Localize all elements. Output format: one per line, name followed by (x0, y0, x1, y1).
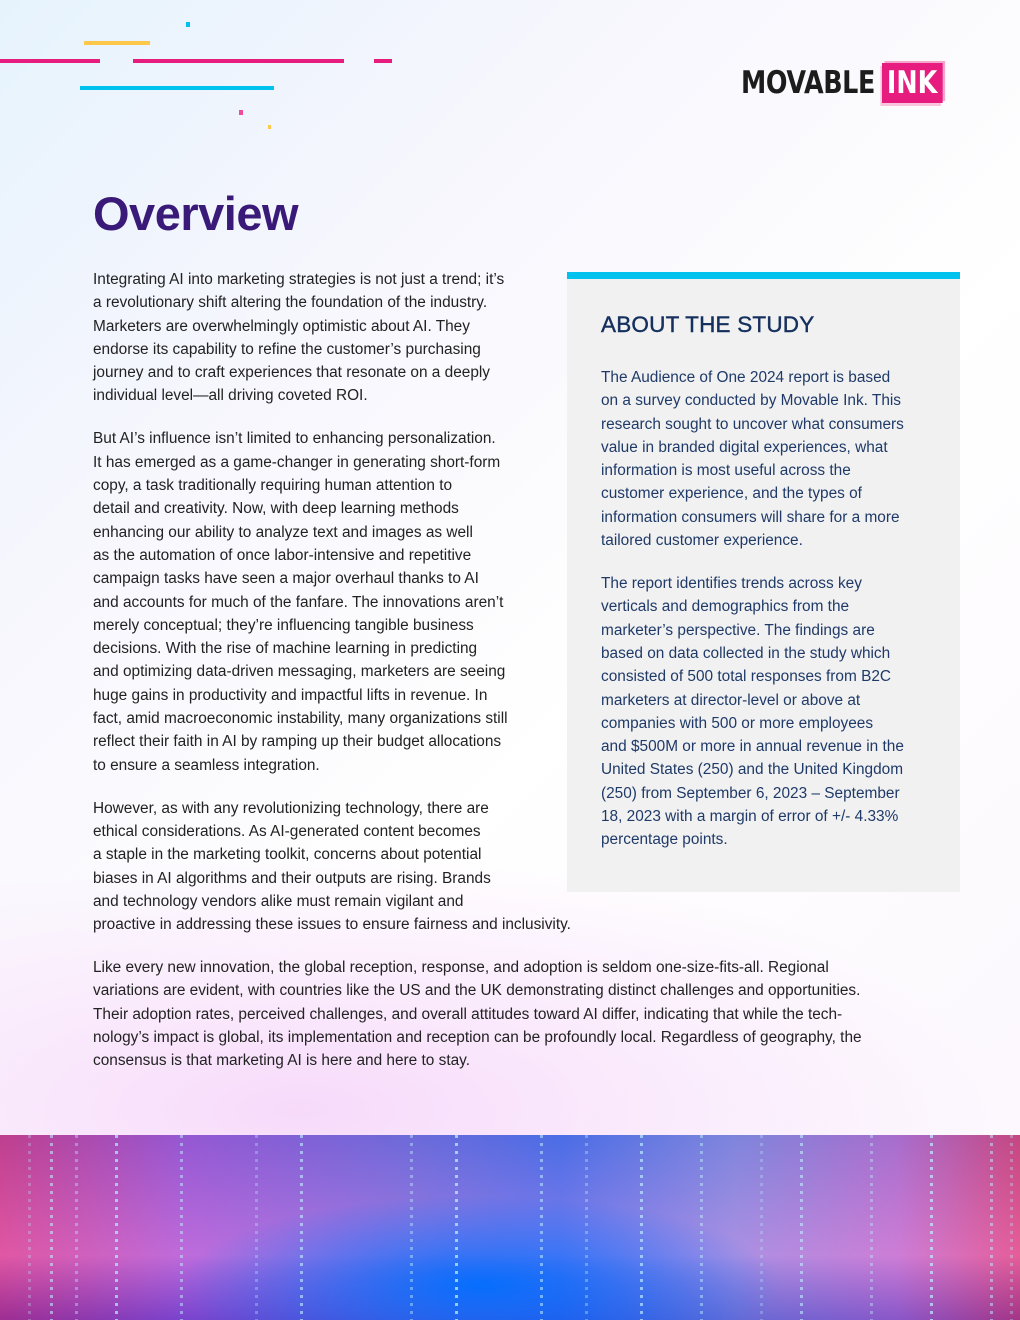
page-title: Overview (93, 187, 299, 240)
text-line: information consumers will share for a more (601, 508, 900, 526)
text-line: endorse its capability to refine the customer’s purchasing (93, 340, 481, 358)
light-streak (760, 1135, 763, 1320)
text-line: campaign tasks have seen a major overhaul thanks to AI (93, 570, 479, 588)
light-streak (75, 1135, 78, 1320)
decorative-line (80, 86, 274, 90)
light-streak (50, 1135, 53, 1320)
light-streak (700, 1135, 703, 1320)
text-line: verticals and demographics from the (601, 598, 850, 616)
text-line: a revolutionary shift altering the foundation of the industry. (93, 294, 488, 312)
text-line: journey and to craft experiences that resonate on a deeply (93, 364, 490, 382)
decorative-line (268, 125, 271, 129)
light-streak (1010, 1135, 1013, 1320)
text-line: individual level—all driving coveted ROI. (93, 387, 368, 405)
text-line: variations are evident, with countries like the US and the UK demonstrating distinct challenges and opportunities. (93, 982, 861, 1000)
digital-bokeh-banner-image (0, 1135, 1020, 1320)
light-streak (410, 1135, 413, 1320)
text-line: information is most useful across the (601, 462, 851, 480)
light-streak (180, 1135, 183, 1320)
text-line: marketer’s perspective. The findings are (601, 621, 875, 639)
text-line: copy, a task traditionally requiring human attention to (93, 477, 453, 495)
decorative-line (239, 110, 243, 115)
text-line: But AI’s influence isn’t limited to enhancing personalization. (93, 430, 496, 448)
text-line: to ensure a seamless integration. (93, 756, 320, 774)
text-line: Their adoption rates, perceived challenges, and overall attitudes toward AI differ, indicating that while the tech- (93, 1005, 843, 1023)
text-line: as the automation of once labor-intensive and repetitive (93, 546, 472, 564)
text-line: a staple in the marketing toolkit, concerns about potential (93, 846, 482, 864)
text-line: ethical considerations. As AI-generated content becomes (93, 822, 481, 840)
text-line: research sought to uncover what consumers (601, 415, 904, 433)
paragraph (601, 572, 904, 852)
text-line: fact, amid macroeconomic instability, many organizations still (93, 710, 508, 728)
light-streak (255, 1135, 258, 1320)
text-line: and accounts for much of the fanfare. The innovations aren’t (93, 593, 504, 611)
sidebar-text (601, 366, 904, 871)
text-line: (250) from September 6, 2023 – September (601, 784, 900, 802)
text-line: merely conceptual; they’re influencing tangible business (93, 616, 474, 634)
text-line: Like every new innovation, the global reception, response, and adoption is seldom one-size-fits-all. Regional (93, 959, 829, 977)
light-streak (870, 1135, 873, 1320)
light-streak (300, 1135, 303, 1320)
about-the-study-box (567, 272, 960, 892)
text-line: and $500M or more in annual revenue in the (601, 738, 904, 756)
movable-ink-logo (741, 62, 956, 104)
text-line: detail and creativity. Now, with deep learning methods (93, 500, 459, 518)
light-streak (640, 1135, 643, 1320)
text-line: value in branded digital experiences, what (601, 438, 888, 456)
light-streak (540, 1135, 543, 1320)
text-line: However, as with any revolutionizing technology, there are (93, 799, 489, 817)
light-streak (930, 1135, 933, 1320)
text-line: customer experience, and the types of (601, 485, 862, 503)
text-line: marketers at director-level or above at (601, 691, 861, 709)
text-line: The report identifies trends across key (601, 575, 862, 593)
decorative-line (84, 41, 150, 45)
light-streak (455, 1135, 458, 1320)
sidebar-heading: ABOUT THE STUDY (601, 312, 815, 337)
text-line: consisted of 500 total responses from B2C (601, 668, 892, 686)
text-line: huge gains in productivity and impactful lifts in revenue. In (93, 686, 488, 704)
light-streak (585, 1135, 588, 1320)
text-line: percentage points. (601, 831, 728, 849)
logo-text-movable: MOVABLE (741, 65, 875, 101)
text-line: nology’s impact is global, its implementation and reception can be profoundly local. Regardless of geography, the (93, 1028, 862, 1046)
logo-text-ink: INK (882, 63, 942, 103)
decorative-line (133, 59, 344, 63)
text-line: Integrating AI into marketing strategies is not just a trend; it’s (93, 271, 505, 288)
paragraph (601, 366, 904, 552)
text-line: biases in AI algorithms and their outputs are rising. Brands (93, 869, 491, 887)
paragraph (93, 956, 862, 1072)
text-line: It has emerged as a game-changer in generating short-form (93, 453, 501, 471)
decorative-line (374, 59, 392, 63)
light-streak (28, 1135, 31, 1320)
light-streak (800, 1135, 803, 1320)
text-line: companies with 500 or more employees (601, 714, 874, 732)
text-line: The Audience of One 2024 report is based (601, 369, 891, 386)
text-line: United States (250) and the United Kingdom (601, 761, 904, 779)
text-line: and optimizing data-driven messaging, marketers are seeing (93, 663, 506, 681)
light-streak (115, 1135, 118, 1320)
text-line: 18, 2023 with a margin of error of +/- 4.33% (601, 808, 899, 826)
text-line: based on data collected in the study which (601, 644, 891, 662)
text-line: reflect their faith in AI by ramping up their budget allocations (93, 733, 502, 751)
text-line: tailored customer experience. (601, 532, 803, 550)
decorative-line (186, 22, 190, 27)
text-line: enhancing our ability to analyze text and images as well (93, 523, 473, 541)
text-line: consensus is that marketing AI is here and here to stay. (93, 1052, 470, 1070)
text-line: and technology vendors alike must remain vigilant and (93, 892, 464, 910)
light-streak (990, 1135, 993, 1320)
decorative-line (0, 59, 100, 63)
text-line: decisions. With the rise of machine learning in predicting (93, 640, 478, 658)
text-line: on a survey conducted by Movable Ink. This (601, 392, 901, 410)
text-line: Marketers are overwhelmingly optimistic about AI. They (93, 317, 470, 335)
text-line: proactive in addressing these issues to ensure fairness and inclusivity. (93, 916, 571, 934)
